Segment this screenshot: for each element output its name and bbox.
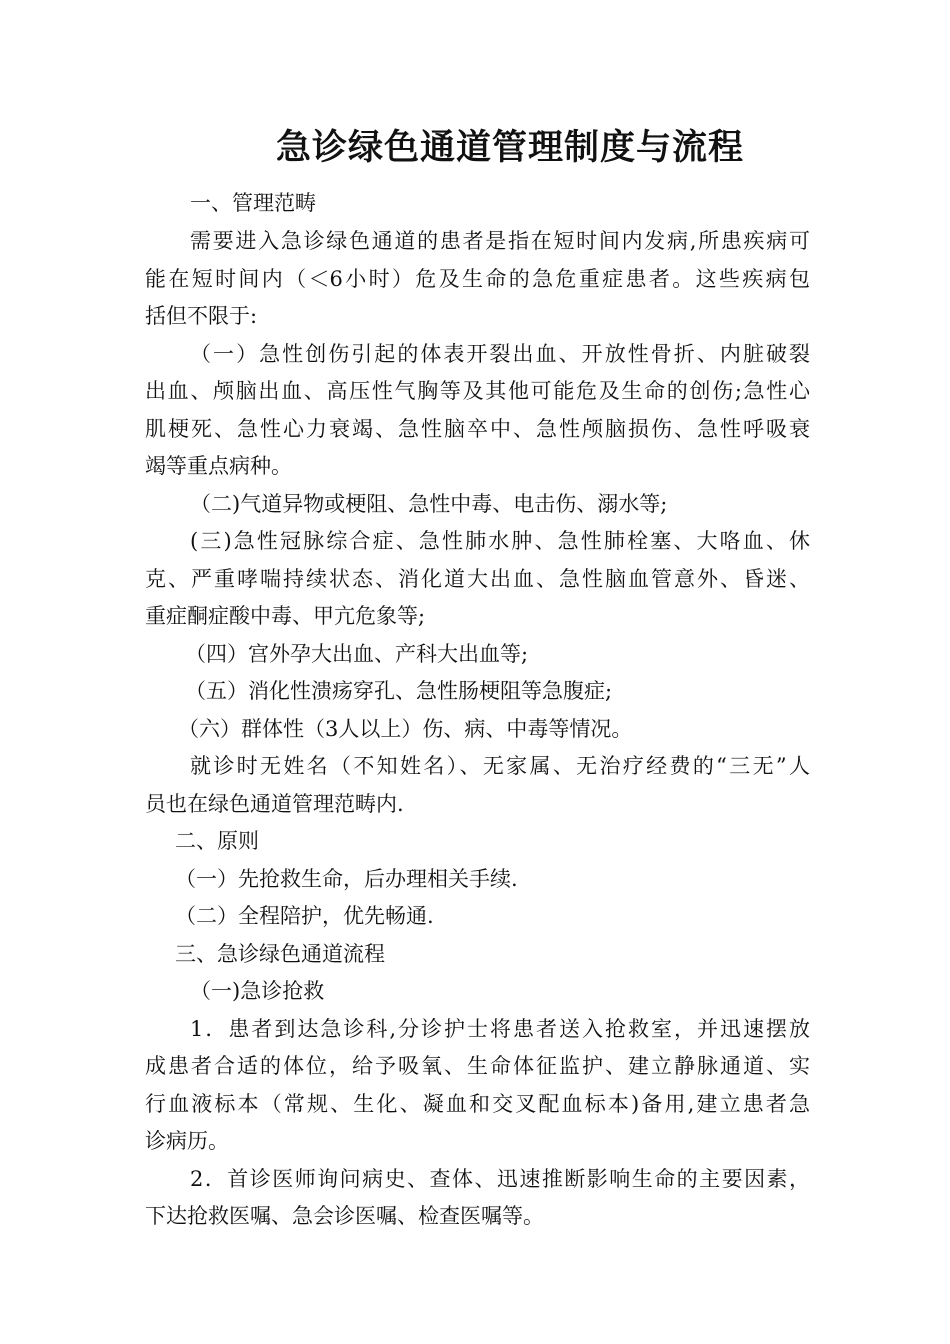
paragraph-line: 克、严重哮喘持续状态、消化道大出血、急性脑血管意外、昏迷、 xyxy=(145,567,810,591)
paragraph-line: 竭等重点病种。 xyxy=(145,454,292,478)
paragraph-line: 肌梗死、急性心力衰竭、急性脑卒中、急性颅脑损伤、急性呼吸衰 xyxy=(145,417,810,441)
section-heading-principles: 二、原则 xyxy=(175,829,259,853)
section-heading-process: 三、急诊绿色通道流程 xyxy=(175,942,385,966)
paragraph-line: 1．患者到达急诊科,分诊护士将患者送入抢救室，并迅速摆放 xyxy=(190,1017,810,1041)
subsection-heading: （一)急诊抢救 xyxy=(190,979,325,1003)
section-heading-scope: 一、管理范畴 xyxy=(190,191,316,215)
paragraph-line: 就诊时无姓名（不知姓名）、无家属、无治疗经费的“三无”人 xyxy=(190,754,810,778)
paragraph-line: （一）急性创伤引起的体表开裂出血、开放性骨折、内脏破裂 xyxy=(190,342,810,366)
paragraph-line: 诊病历。 xyxy=(145,1129,229,1153)
paragraph-line: 需要进入急诊绿色通道的患者是指在短时间内发病,所患疾病可 xyxy=(190,229,810,253)
document-title: 急诊绿色通道管理制度与流程 xyxy=(275,128,744,168)
paragraph-line: 员也在绿色通道管理范畴内. xyxy=(145,792,404,816)
paragraph-line: （六）群体性（3人以上）伤、病、中毒等情况。 xyxy=(178,717,633,741)
paragraph-line: 能在短时间内（＜6小时）危及生命的急危重症患者。这些疾病包 xyxy=(145,267,810,291)
paragraph-line: 成患者合适的体位，给予吸氧、生命体征监护、建立静脉通道、实 xyxy=(145,1054,810,1078)
paragraph-line: 括但不限于: xyxy=(145,304,258,328)
paragraph-line: （四）宫外孕大出血、产科大出血等; xyxy=(185,642,529,666)
paragraph-line: （二)气道异物或梗阻、急性中毒、电击伤、溺水等; xyxy=(190,492,668,516)
paragraph-line: 下达抢救医嘱、急会诊医嘱、检查医嘱等。 xyxy=(145,1204,544,1228)
paragraph-line: 出血、颅脑出血、高压性气胸等及其他可能危及生命的创伤;急性心 xyxy=(145,379,810,403)
paragraph-line: （二）全程陪护，优先畅通. xyxy=(175,904,434,928)
paragraph-line: （五）消化性溃疡穿孔、急性肠梗阻等急腹症; xyxy=(185,679,613,703)
paragraph-line: 重症酮症酸中毒、甲亢危象等; xyxy=(145,604,426,628)
paragraph-line: （一）先抢救生命，后办理相关手续. xyxy=(175,867,518,891)
paragraph-line: (三)急性冠脉综合症、急性肺水肿、急性肺栓塞、大咯血、休 xyxy=(190,529,810,553)
paragraph-line: 行血液标本（常规、生化、凝血和交叉配血标本)备用,建立患者急 xyxy=(145,1092,810,1116)
paragraph-line: 2．首诊医师询问病史、查体、迅速推断影响生命的主要因素， xyxy=(190,1167,810,1191)
